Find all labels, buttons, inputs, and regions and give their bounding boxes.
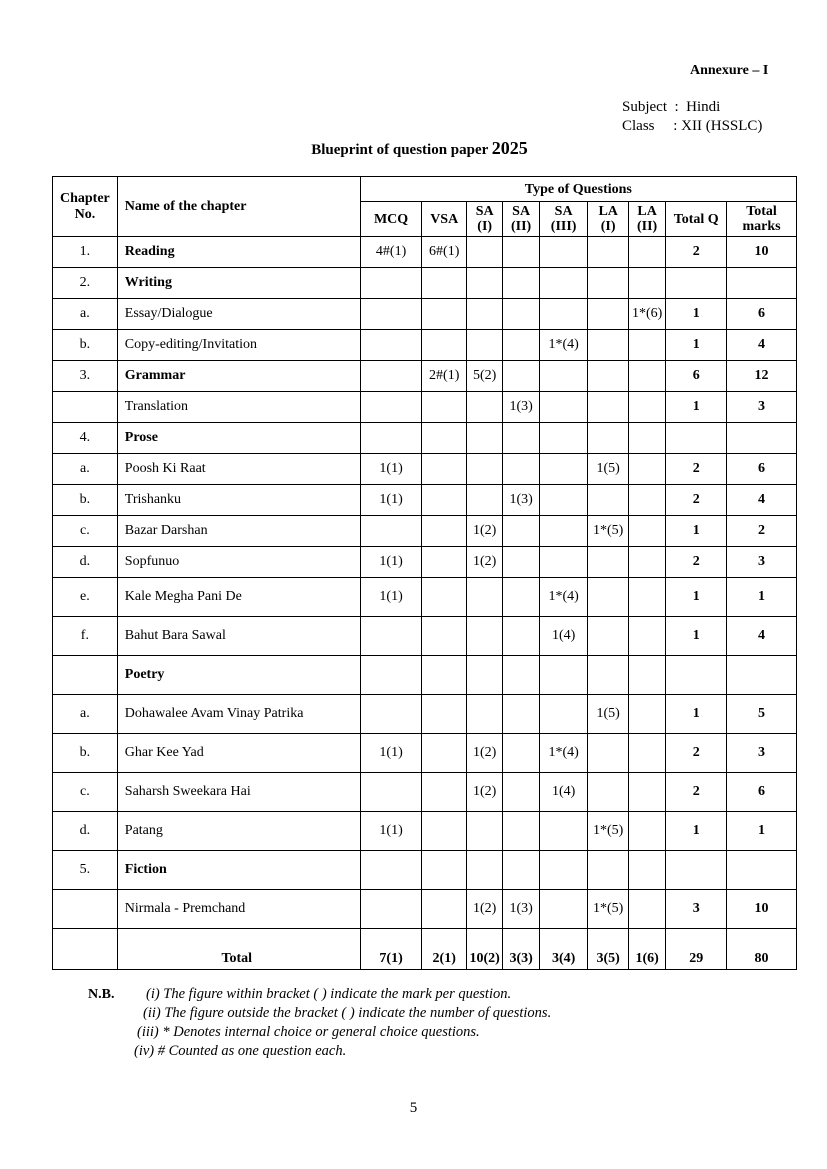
table-cell — [422, 268, 467, 299]
table-row — [53, 516, 797, 547]
table-row — [53, 361, 797, 392]
table-cell — [628, 361, 665, 392]
table-cell: 2#(1) — [422, 361, 467, 392]
table-cell — [360, 423, 422, 454]
table-cell — [628, 773, 665, 812]
chapter-number: f. — [53, 617, 118, 656]
header-col: LA (II) — [628, 202, 665, 237]
table-cell — [628, 547, 665, 578]
table-cell — [628, 656, 665, 695]
table-cell — [727, 423, 797, 454]
table-cell — [628, 890, 665, 929]
header-col: Total Q — [666, 202, 727, 237]
table-cell — [503, 578, 539, 617]
table-cell — [503, 361, 539, 392]
total-cell: 3(5) — [588, 929, 628, 970]
table-cell — [422, 578, 467, 617]
table-row — [53, 578, 797, 617]
table-cell — [539, 656, 588, 695]
chapter-number: b. — [53, 330, 118, 361]
table-cell — [628, 812, 665, 851]
table-cell — [503, 516, 539, 547]
chapter-number: 5. — [53, 851, 118, 890]
chapter-number: a. — [53, 695, 118, 734]
table-cell — [628, 516, 665, 547]
table-cell — [628, 695, 665, 734]
title-text: Blueprint of question paper — [311, 142, 492, 158]
table-cell — [666, 423, 727, 454]
table-cell: 1(2) — [466, 773, 502, 812]
table-cell — [422, 454, 467, 485]
table-cell — [422, 656, 467, 695]
page-title — [0, 138, 827, 159]
table-cell: 6 — [727, 299, 797, 330]
note-item: (iii) * Denotes internal choice or general choice questions. — [137, 1024, 480, 1040]
chapter-number — [53, 656, 118, 695]
total-cell: 3(3) — [503, 929, 539, 970]
table-cell — [588, 392, 628, 423]
table-cell: 1(2) — [466, 890, 502, 929]
table-cell — [588, 656, 628, 695]
table-row — [53, 423, 797, 454]
table-cell — [503, 330, 539, 361]
note-item: (i) The figure within bracket ( ) indicate the mark per question. — [146, 986, 512, 1002]
table-cell: 1 — [727, 812, 797, 851]
table-cell — [539, 851, 588, 890]
chapter-name: Dohawalee Avam Vinay Patrika — [117, 695, 360, 734]
table-cell — [628, 485, 665, 516]
table-cell — [422, 695, 467, 734]
table-cell — [503, 237, 539, 268]
chapter-number: b. — [53, 734, 118, 773]
table-cell — [628, 578, 665, 617]
table-cell: 1*(4) — [539, 578, 588, 617]
table-cell: 2 — [666, 237, 727, 268]
table-cell — [360, 268, 422, 299]
total-cell: 29 — [666, 929, 727, 970]
table-cell — [727, 656, 797, 695]
table-cell: 2 — [666, 485, 727, 516]
table-cell: 10 — [727, 890, 797, 929]
chapter-name: Trishanku — [117, 485, 360, 516]
table-row — [53, 485, 797, 516]
table-cell — [666, 656, 727, 695]
chapter-name: Saharsh Sweekara Hai — [117, 773, 360, 812]
header-col: MCQ — [360, 202, 422, 237]
table-cell — [466, 237, 502, 268]
table-cell — [466, 299, 502, 330]
chapter-number: d. — [53, 547, 118, 578]
chapter-name: Copy-editing/Invitation — [117, 330, 360, 361]
table-cell: 4 — [727, 330, 797, 361]
table-cell — [628, 454, 665, 485]
table-cell — [360, 695, 422, 734]
table-cell — [503, 656, 539, 695]
table-cell: 1(3) — [503, 485, 539, 516]
title-year: 2025 — [491, 138, 528, 158]
table-cell — [539, 392, 588, 423]
table-cell — [539, 890, 588, 929]
table-cell — [588, 578, 628, 617]
chapter-number: c. — [53, 516, 118, 547]
table-cell: 2 — [666, 454, 727, 485]
table-cell: 1(4) — [539, 773, 588, 812]
table-cell — [422, 516, 467, 547]
chapter-name: Reading — [117, 237, 360, 268]
table-cell: 1(1) — [360, 578, 422, 617]
table-cell: 2 — [666, 547, 727, 578]
chapter-number: b. — [53, 485, 118, 516]
table-cell: 1(1) — [360, 485, 422, 516]
table-row — [53, 617, 797, 656]
table-cell — [422, 423, 467, 454]
table-cell: 1(1) — [360, 454, 422, 485]
header-type-of-questions: Type of Questions — [360, 177, 796, 202]
total-cell: 7(1) — [360, 929, 422, 970]
table-cell: 1(2) — [466, 734, 502, 773]
table-cell — [503, 812, 539, 851]
table-cell — [503, 423, 539, 454]
table-cell: 1(3) — [503, 890, 539, 929]
header-col: VSA — [422, 202, 467, 237]
table-cell — [422, 890, 467, 929]
table-cell — [727, 268, 797, 299]
header-col: SA (I) — [466, 202, 502, 237]
class-line: Class : XII (HSSLC) — [622, 118, 763, 134]
table-row — [53, 299, 797, 330]
chapter-number: d. — [53, 812, 118, 851]
header-chapter-no: Chapter No. — [53, 177, 118, 237]
table-cell — [466, 656, 502, 695]
table-cell — [422, 547, 467, 578]
table-cell: 1*(4) — [539, 734, 588, 773]
table-cell — [539, 361, 588, 392]
header-col: SA (III) — [539, 202, 588, 237]
table-cell: 4 — [727, 617, 797, 656]
table-cell: 1(1) — [360, 812, 422, 851]
page-number: 5 — [409, 1100, 418, 1116]
table-cell — [628, 237, 665, 268]
chapter-number — [53, 392, 118, 423]
table-cell — [503, 773, 539, 812]
table-cell — [539, 268, 588, 299]
table-cell: 1(5) — [588, 695, 628, 734]
table-cell — [360, 361, 422, 392]
table-cell — [503, 268, 539, 299]
table-cell — [360, 299, 422, 330]
chapter-number: a. — [53, 454, 118, 485]
chapter-name: Fiction — [117, 851, 360, 890]
table-cell — [466, 454, 502, 485]
table-cell: 1(2) — [466, 516, 502, 547]
chapter-name: Kale Megha Pani De — [117, 578, 360, 617]
table-cell — [588, 773, 628, 812]
total-cell: 2(1) — [422, 929, 467, 970]
table-cell: 1*(5) — [588, 812, 628, 851]
chapter-name: Ghar Kee Yad — [117, 734, 360, 773]
table-cell — [360, 656, 422, 695]
table-cell — [628, 617, 665, 656]
table-cell — [539, 299, 588, 330]
chapter-number: e. — [53, 578, 118, 617]
table-cell: 1(1) — [360, 547, 422, 578]
table-cell — [422, 812, 467, 851]
table-cell: 1 — [666, 812, 727, 851]
table-row — [53, 268, 797, 299]
table-cell — [422, 392, 467, 423]
annexure-label: Annexure – I — [690, 63, 769, 78]
table-cell: 12 — [727, 361, 797, 392]
table-cell: 1 — [666, 516, 727, 547]
table-cell — [588, 361, 628, 392]
table-cell — [628, 330, 665, 361]
chapter-name: Bahut Bara Sawal — [117, 617, 360, 656]
table-cell — [588, 617, 628, 656]
table-row — [53, 392, 797, 423]
table-cell: 1 — [666, 578, 727, 617]
table-cell — [360, 330, 422, 361]
chapter-number: c. — [53, 773, 118, 812]
table-row — [53, 330, 797, 361]
table-cell — [360, 392, 422, 423]
table-cell — [422, 330, 467, 361]
table-cell — [360, 617, 422, 656]
table-cell: 5 — [727, 695, 797, 734]
table-cell: 6#(1) — [422, 237, 467, 268]
total-row — [53, 929, 797, 970]
table-cell — [503, 454, 539, 485]
table-cell: 4#(1) — [360, 237, 422, 268]
table-cell — [588, 547, 628, 578]
table-cell — [588, 423, 628, 454]
table-cell — [539, 812, 588, 851]
table-cell — [503, 695, 539, 734]
table-cell — [422, 617, 467, 656]
table-cell — [727, 851, 797, 890]
table-cell — [466, 485, 502, 516]
table-row — [53, 773, 797, 812]
table-cell — [466, 578, 502, 617]
table-row — [53, 734, 797, 773]
header-col: SA (II) — [503, 202, 539, 237]
table-cell: 1 — [666, 695, 727, 734]
table-cell — [466, 268, 502, 299]
table-cell — [666, 268, 727, 299]
table-cell — [422, 485, 467, 516]
total-cell: 10(2) — [466, 929, 502, 970]
table-cell — [503, 299, 539, 330]
table-cell: 1(5) — [588, 454, 628, 485]
table-cell — [422, 734, 467, 773]
table-row — [53, 890, 797, 929]
table-cell — [503, 547, 539, 578]
table-cell: 3 — [727, 734, 797, 773]
table-cell: 1 — [666, 330, 727, 361]
table-cell — [466, 617, 502, 656]
chapter-name: Patang — [117, 812, 360, 851]
table-cell — [360, 516, 422, 547]
table-cell — [539, 547, 588, 578]
chapter-name: Essay/Dialogue — [117, 299, 360, 330]
table-cell: 2 — [666, 734, 727, 773]
table-cell — [628, 851, 665, 890]
chapter-name: Prose — [117, 423, 360, 454]
table-cell — [588, 851, 628, 890]
total-label: Total — [117, 929, 360, 970]
chapter-number: 1. — [53, 237, 118, 268]
notes-label: N.B. — [88, 987, 115, 1002]
table-cell — [422, 851, 467, 890]
table-cell — [539, 695, 588, 734]
chapter-number: a. — [53, 299, 118, 330]
table-cell — [466, 392, 502, 423]
note-item: (ii) The figure outside the bracket ( ) indicate the number of questions. — [143, 1005, 552, 1021]
table-cell — [360, 890, 422, 929]
table-row — [53, 547, 797, 578]
table-cell — [422, 299, 467, 330]
total-cell: 3(4) — [539, 929, 588, 970]
table-cell — [503, 617, 539, 656]
table-cell: 5(2) — [466, 361, 502, 392]
chapter-name: Writing — [117, 268, 360, 299]
table-cell — [503, 734, 539, 773]
table-cell: 6 — [666, 361, 727, 392]
table-cell: 1 — [666, 617, 727, 656]
chapter-name: Translation — [117, 392, 360, 423]
table-cell — [588, 734, 628, 773]
table-cell: 1*(6) — [628, 299, 665, 330]
table-cell — [628, 392, 665, 423]
note-item: (iv) # Counted as one question each. — [134, 1043, 347, 1059]
table-cell — [466, 423, 502, 454]
table-cell: 1 — [666, 299, 727, 330]
total-cell: 80 — [727, 929, 797, 970]
chapter-number — [53, 890, 118, 929]
table-cell — [466, 851, 502, 890]
table-cell — [628, 734, 665, 773]
table-cell — [628, 268, 665, 299]
chapter-number: 3. — [53, 361, 118, 392]
table-cell — [588, 299, 628, 330]
header-chapter-name: Name of the chapter — [117, 177, 360, 237]
chapter-name: Grammar — [117, 361, 360, 392]
chapter-name: Poetry — [117, 656, 360, 695]
table-cell — [628, 423, 665, 454]
table-cell — [360, 773, 422, 812]
chapter-number: 2. — [53, 268, 118, 299]
table-cell: 2 — [666, 773, 727, 812]
table-cell: 4 — [727, 485, 797, 516]
table-cell — [588, 330, 628, 361]
table-cell: 1(1) — [360, 734, 422, 773]
table-cell: 10 — [727, 237, 797, 268]
table-cell — [422, 773, 467, 812]
subject-line: Subject : Hindi — [622, 99, 721, 115]
table-cell: 6 — [727, 454, 797, 485]
table-row — [53, 237, 797, 268]
table-cell: 6 — [727, 773, 797, 812]
table-cell: 1(2) — [466, 547, 502, 578]
table-cell — [539, 454, 588, 485]
header-col: Total marks — [727, 202, 797, 237]
chapter-name: Sopfunuo — [117, 547, 360, 578]
table-cell — [360, 851, 422, 890]
table-row — [53, 695, 797, 734]
table-cell: 3 — [727, 547, 797, 578]
table-cell — [588, 485, 628, 516]
chapter-number: 4. — [53, 423, 118, 454]
table-cell — [539, 485, 588, 516]
table-cell — [466, 812, 502, 851]
table-cell: 1(3) — [503, 392, 539, 423]
table-row — [53, 851, 797, 890]
table-cell — [539, 516, 588, 547]
table-cell — [466, 695, 502, 734]
table-cell: 1*(5) — [588, 890, 628, 929]
chapter-name: Poosh Ki Raat — [117, 454, 360, 485]
total-cell: 1(6) — [628, 929, 665, 970]
table-cell: 3 — [666, 890, 727, 929]
header-col: LA (I) — [588, 202, 628, 237]
chapter-name: Nirmala - Premchand — [117, 890, 360, 929]
table-cell — [503, 851, 539, 890]
table-cell — [539, 237, 588, 268]
chapter-name: Bazar Darshan — [117, 516, 360, 547]
table-cell: 1*(4) — [539, 330, 588, 361]
table-cell: 1(4) — [539, 617, 588, 656]
table-cell — [588, 237, 628, 268]
table-cell: 3 — [727, 392, 797, 423]
total-blank-cell — [53, 929, 118, 970]
table-cell: 2 — [727, 516, 797, 547]
table-cell — [466, 330, 502, 361]
table-cell — [588, 268, 628, 299]
table-cell — [539, 423, 588, 454]
table-row — [53, 656, 797, 695]
blueprint-table — [52, 176, 797, 970]
table-cell: 1*(5) — [588, 516, 628, 547]
table-row — [53, 812, 797, 851]
table-cell — [666, 851, 727, 890]
table-cell: 1 — [666, 392, 727, 423]
table-row — [53, 454, 797, 485]
table-cell: 1 — [727, 578, 797, 617]
